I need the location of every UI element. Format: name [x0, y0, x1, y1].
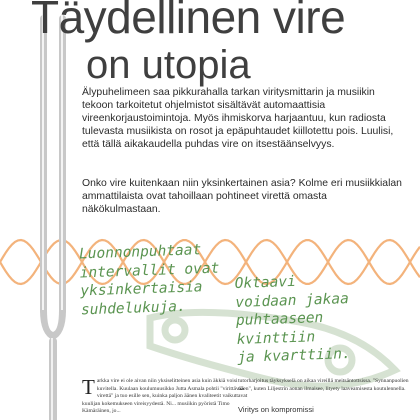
article-title-line-1: Täydellinen vire — [31, 0, 346, 43]
handwritten-note-1: Luonnonpuhtaat intervallit ovat yksinkertaisia suhdelukuja. — [78, 242, 220, 318]
body-column-left — [82, 378, 254, 420]
lead-paragraph-2: Onko vire kuitenkaan niin yksinkertainen asia? Kolme eri musiikkialan ammattilaista ovat tahoillaan pohtineet virettä omasta näkökulmastaan. — [82, 178, 402, 215]
drop-cap: T — [82, 378, 95, 399]
handwritten-note-2: Oktaavi voidaan jakaa puhtaaseen kvinttiin ja kvarttiin. — [234, 273, 352, 366]
lead-paragraph-1: Älypuhelimeen saa pikkurahalla tarkan viritysmittarin ja musiikin tekoon tarkoitetut ohjelmistot sisältävät automaattisia vireenkorjaustoimintoja. Myös ihmiskorva harjaantuu, kun radiosta tulevasta musiikista on rosot ja epäpuhtaudet kiillotettu pois. Luulisi, että tällä aikakaudella puhdas vire on itsestäänselvyys. — [82, 87, 394, 150]
tuning-fork-icon — [40, 15, 66, 420]
body-column-right: tutorharjoitus täyksykselä on aikaa vireillä meitsäntottsissa. "Synnanpuolien näen", kuten Liljestrin aonan ilmaisee, lityety laaveamisesta koutulennella. — [238, 378, 409, 392]
body-text-left: arkka vire ei ole aivan niin yksiselitteinen asia kuin äkkiä voisi kuvitella. Kuulaan koulumuusikko Jutta Asmala pohtii "virittävää virettä" ja tuo esille sen, kuinka paljon äänen kvaliteetit vaikuttavat kuulijan kokemukseen vireisyydestä. Ni... musiikin pyöristä Timo Kämäräinen, jo... — [82, 378, 248, 415]
article-title-line-2: on utopia — [86, 43, 251, 87]
section-subhead: Viritys on kompromissi — [238, 405, 314, 414]
